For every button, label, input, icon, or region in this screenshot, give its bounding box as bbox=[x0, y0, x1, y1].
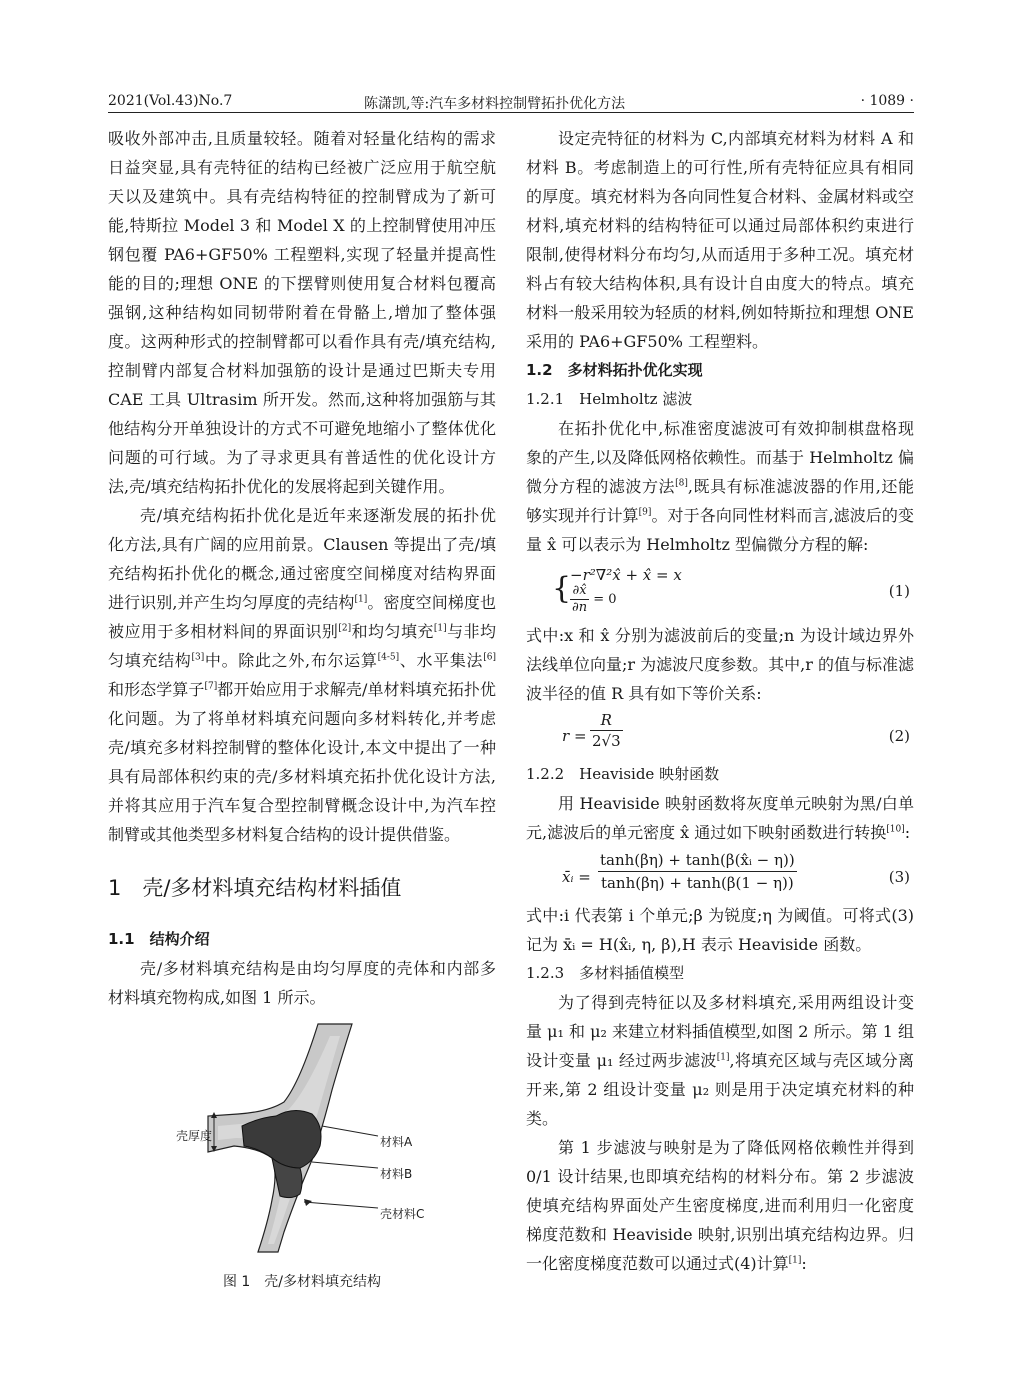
subsubsection-heading: 1.2.2 Heaviside 映射函数 bbox=[526, 765, 720, 783]
equation-3 bbox=[526, 847, 914, 901]
paragraph: 设定壳特征的材料为 C,内部填充材料为材料 A 和材料 B。考虑制造上的可行性,所有壳特征应具有相同的厚度。填充材料为各向同性复合材料、金属材料或空材料,填充材料的结构特征可以通过局部体积约束进行限制,使得材料分布均匀,从而适用于多种工况。填充材料占有较大结构体积,具有设计自由度大的特点。填充材料一般采用较为轻质的材料,例如特斯拉和理想 ONE 采用的 PA6+GF50% 工程塑料。 bbox=[526, 129, 914, 351]
citation: [9] bbox=[638, 507, 652, 518]
leader-line bbox=[312, 1162, 378, 1168]
running-title: 陈潇凯,等:汽车多材料控制臂拓扑优化方法 bbox=[364, 96, 626, 112]
brace-icon: { bbox=[552, 571, 572, 606]
subsubsection-heading: 1.2.3 多材料插值模型 bbox=[526, 964, 685, 982]
citation: [1] bbox=[354, 594, 368, 605]
journal-issue: 2021(Vol.43)No.7 bbox=[108, 93, 233, 109]
equation-line: −r²∇²x̂ + x̂ = x bbox=[570, 566, 682, 584]
paragraph bbox=[526, 988, 914, 1133]
equation-lhs: r = bbox=[562, 727, 587, 745]
text-run: 与非均匀填充结构 bbox=[108, 622, 496, 670]
citation: [8] bbox=[675, 478, 688, 489]
shell-infill-diagram bbox=[108, 1022, 496, 1272]
paragraph: 吸收外部冲击,且质量较轻。随着对轻量化结构的需求日益突显,具有壳特征的结构已经被广泛应用于航空航天以及建筑中。具有壳结构特征的控制臂成为了新可能,特斯拉 Model 3 和 Model X 的上控制臂使用冲压钢包覆 PA6+GF50% 工程塑料,实现了轻量并提高性能的目的;理想 ONE 的下摆臂则使用复合材料包覆高强钢,这种结构如同韧带附着在骨骼上,增加了整体强度。这两种形式的控制臂都可以看作具有壳/填充结构,控制臂内部复合材料加强筋的设计是通过巴斯夫专用 CAE 工具 Ultrasim 所开发。然而,这种将加强筋与其他结构分开单独设计的方式不可避免地缩小了整体优化问题的可行域。为了寻求更具有普适性的优化设计方法,壳/填充结构拓扑优化的发展将起到关键作用。 bbox=[108, 129, 496, 496]
figure-1 bbox=[108, 1022, 496, 1272]
text-run: 。密度空间梯度也被应用于多相材料间的界面识别 bbox=[108, 593, 496, 641]
paragraph bbox=[526, 1133, 914, 1278]
right-column bbox=[526, 124, 914, 1278]
leader-line bbox=[322, 1126, 378, 1136]
citation: [10] bbox=[886, 824, 905, 835]
paragraph bbox=[108, 501, 496, 849]
citation: [1] bbox=[788, 1255, 802, 1266]
citation: [1] bbox=[716, 1052, 730, 1063]
equation-lhs: x̄ᵢ = bbox=[562, 868, 591, 886]
text-run: 第 1 步滤波与映射是为了降低网格依赖性并得到 0/1 设计结果,也即填充结构的材料分布。第 2 步滤波使填充结构界面处产生密度梯度,进而利用归一化密度梯度范数和 Heaviside 映射,识别出填充结构边界。归一化密度梯度范数可以通过式(4)计算 bbox=[526, 1138, 914, 1273]
equation-rhs: = 0 bbox=[593, 592, 617, 607]
label-material-b: 材料B bbox=[380, 1167, 413, 1181]
denominator: 2√3 bbox=[592, 732, 621, 750]
equation-number: (3) bbox=[888, 868, 910, 886]
page-number: · 1089 · bbox=[860, 93, 914, 109]
text-run: 用 Heaviside 映射函数将灰度单元映射为黑/白单元,滤波后的单元密度 x̂ 通过如下映射函数进行转换 bbox=[526, 794, 914, 842]
citation: [2] bbox=[338, 623, 352, 634]
text-run: 为了得到壳特征以及多材料填充,采用两组设计变量 μ₁ 和 μ₂ 来建立材料插值模型,如图 2 所示。第 1 组设计变量 μ₁ 经过两步滤波 bbox=[526, 993, 914, 1070]
text-run: : bbox=[801, 1254, 807, 1273]
equation-1 bbox=[526, 559, 914, 621]
text-run: 、水平集法 bbox=[399, 651, 484, 670]
equation-number: (1) bbox=[888, 582, 910, 600]
text-run: 在拓扑优化中,标准密度滤波可有效抑制棋盘格现象的产生,以及降低网格依赖性。而基于 Helmholtz 偏微分方程的滤波方法 bbox=[526, 419, 914, 496]
equation-2 bbox=[526, 708, 914, 760]
section-heading: 1 壳/多材料填充结构材料插值 bbox=[108, 876, 402, 900]
denominator: ∂n bbox=[572, 600, 588, 615]
subsection-heading: 1.1 结构介绍 bbox=[108, 930, 210, 948]
fraction bbox=[598, 849, 797, 894]
paragraph: 式中:i 代表第 i 个单元;β 为锐度;η 为阈值。可将式(3)记为 x̄ᵢ = H(x̂ᵢ, η, β),H 表示 Heaviside 函数。 bbox=[526, 906, 914, 954]
citation: [3] bbox=[191, 652, 205, 663]
fraction bbox=[570, 583, 589, 616]
paragraph: 壳/多材料填充结构是由均匀厚度的壳体和内部多材料填充物构成,如图 1 所示。 bbox=[108, 959, 496, 1007]
text-run: 和形态学算子 bbox=[108, 680, 205, 699]
citation: [4-5] bbox=[377, 652, 400, 663]
citation: [1] bbox=[433, 623, 447, 634]
numerator: ∂x̂ bbox=[570, 583, 589, 600]
paragraph bbox=[526, 414, 914, 559]
label-material-a: 材料A bbox=[380, 1135, 413, 1149]
text-run: ,既具有标准滤波器的作用,还能够实现并行计算 bbox=[526, 477, 914, 525]
text-run: 壳/填充结构拓扑优化是近年来逐渐发展的拓扑优化方法,具有广阔的应用前景。Clausen 等提出了壳/填充结构拓扑优化的概念,通过密度空间梯度对结构界面进行识别,并产生均匀厚度的壳结构 bbox=[108, 506, 496, 612]
text-run: ,将填充区域与壳区域分离开来,第 2 组设计变量 μ₂ 则是用于决定填充材料的种类。 bbox=[526, 1051, 914, 1128]
label-material-c: 壳材料C bbox=[380, 1207, 425, 1221]
label-shell-thickness: 壳厚度 bbox=[176, 1129, 213, 1143]
text-run: 。对于各向同性材料而言,滤波后的变量 x̂ 可以表示为 Helmholtz 型偏微分方程的解: bbox=[526, 506, 914, 554]
text-run: 和均匀填充 bbox=[351, 622, 434, 641]
numerator: tanh(βη) + tanh(β(x̂ᵢ − η)) bbox=[598, 849, 797, 872]
citation: [6] bbox=[483, 652, 496, 663]
subsubsection-heading: 1.2.1 Helmholtz 滤波 bbox=[526, 390, 693, 408]
equation-number: (2) bbox=[888, 727, 910, 745]
subsection-heading: 1.2 多材料拓扑优化实现 bbox=[526, 361, 703, 379]
citation: [7] bbox=[204, 681, 218, 692]
equation-line bbox=[570, 583, 617, 616]
numerator: R bbox=[590, 710, 623, 731]
denominator: tanh(βη) + tanh(β(1 − η)) bbox=[600, 874, 794, 892]
figure-caption: 图 1 壳/多材料填充结构 bbox=[222, 1274, 382, 1290]
leader-line bbox=[304, 1202, 378, 1208]
paragraph bbox=[526, 789, 914, 847]
text-run: 都开始应用于求解壳/单材料填充拓扑优化问题。为了将单材料填充问题向多材料转化,并考虑壳/填充多材料控制臂的整体化设计,本文中提出了一种具有局部体积约束的壳/多材料填充拓扑优化设计方法,并将其应用于汽车复合型控制臂概念设计中,为汽车控制臂或其他类型多材料复合结构的设计提供借鉴。 bbox=[108, 680, 496, 844]
text-run: : bbox=[904, 823, 911, 842]
paragraph: 式中:x 和 x̂ 分别为滤波前后的变量;n 为设计域边界外法线单位向量;r 为滤波尺度参数。其中,r 的值与标准滤波半径的值 R 具有如下等价关系: bbox=[526, 626, 914, 703]
left-column bbox=[108, 124, 496, 1292]
text-run: 中。除此之外,布尔运算 bbox=[204, 651, 378, 670]
running-header bbox=[108, 92, 914, 113]
fraction bbox=[590, 710, 623, 751]
